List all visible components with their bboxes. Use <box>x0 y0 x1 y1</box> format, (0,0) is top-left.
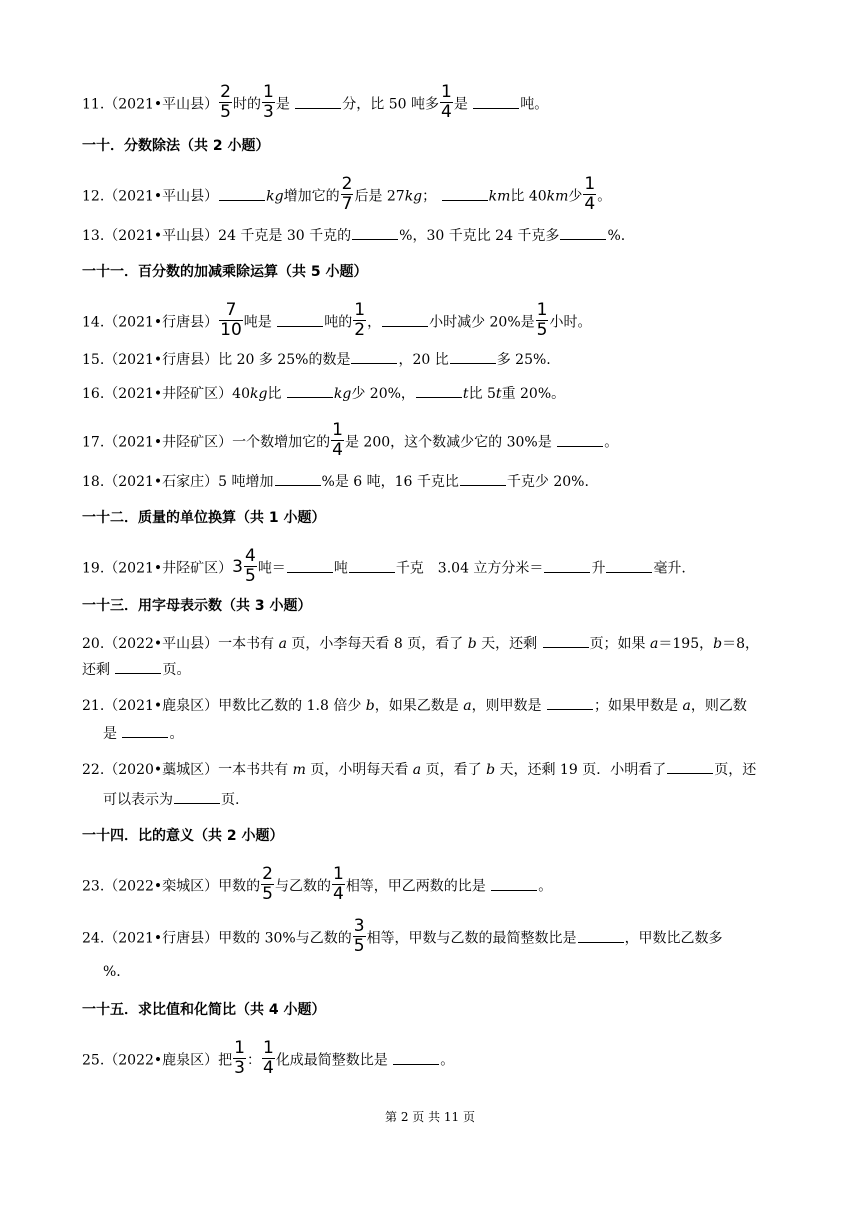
question-source: （2022•鹿泉区） <box>104 1052 219 1069</box>
question-source: （2021•平山县） <box>104 228 219 244</box>
question-24: 24.（2021•行唐县）甲数的 30%与乙数的 $\frac{3}{5}$ 相等，甲数与乙数的最简整数比是 ，甲数比乙数多 <box>82 916 723 956</box>
answer-blank[interactable] <box>473 107 519 109</box>
answer-blank[interactable] <box>352 238 398 240</box>
question-source: （2021•井陉矿区） <box>104 560 233 577</box>
fraction: $\frac{2}{5}$ <box>220 82 231 122</box>
answer-blank[interactable] <box>275 484 321 486</box>
answer-blank[interactable] <box>174 802 220 804</box>
question-source: （2021•行唐县） <box>104 352 219 368</box>
answer-blank[interactable] <box>606 571 652 573</box>
answer-blank[interactable] <box>578 941 624 943</box>
fraction: $\frac{1}{4}$ <box>332 420 343 460</box>
question-source: （2021•井陉矿区） <box>104 434 233 451</box>
fraction: $\frac{1}{3}$ <box>262 82 274 122</box>
question-20-line-2: 还剩 页。 <box>82 662 191 678</box>
question-number: 11. <box>82 96 105 113</box>
question-11: 11.（2021•平山县） $\frac{2}{5}$ 时的 $\frac{1}{3}$ 是 分，比 50 吨多 $\frac{1}{4}$ 是 吨。 <box>82 82 549 122</box>
answer-blank[interactable] <box>115 672 161 674</box>
question-number: 20. <box>82 636 105 652</box>
answer-blank[interactable] <box>543 646 589 648</box>
question-number: 19. <box>82 560 105 577</box>
answer-blank[interactable] <box>560 238 606 240</box>
answer-blank[interactable] <box>287 571 333 573</box>
answer-blank[interactable] <box>460 484 506 486</box>
answer-blank[interactable] <box>416 396 462 398</box>
fraction: $\frac{3}{5}$ <box>353 916 365 956</box>
question-14: 14.（2021•行唐县） $\frac{7}{10}$ 吨是 吨的 $\frac{1}{2}$ ， 小时减少 20%是 $\frac{1}{5}$ 小时。 <box>82 300 592 340</box>
fraction: $\frac{1}{2}$ <box>354 300 366 340</box>
answer-blank[interactable] <box>491 889 537 891</box>
question-13: 13.（2021•平山县）24 千克是 30 千克的 %，30 千克比 24 千克多 %. <box>82 228 626 244</box>
fraction: $\frac{1}{5}$ <box>536 300 548 340</box>
answer-blank[interactable] <box>382 325 428 327</box>
fraction: $\frac{2}{5}$ <box>262 864 273 904</box>
question-23: 23.（2022•栾城区）甲数的 $\frac{2}{5}$ 与乙数的 $\frac{1}{4}$ 相等，甲乙两数的比是 。 <box>82 864 553 904</box>
question-25: 25.（2022•鹿泉区）把 $\frac{1}{3}$ ： $\frac{1}{4}$ 化成最简整数比是 。 <box>82 1038 455 1078</box>
fraction: $\frac{2}{7}$ <box>341 174 353 214</box>
answer-blank[interactable] <box>544 571 590 573</box>
question-source: （2021•鹿泉区） <box>104 698 219 714</box>
answer-blank[interactable] <box>219 199 265 201</box>
answer-blank[interactable] <box>349 571 395 573</box>
question-20: 20.（2022•平山县）一本书有 a 页，小李每天看 8 页，看了 b 天，还剩 页；如果 a＝195，b＝8， <box>82 636 759 652</box>
question-source: （2022•栾城区） <box>104 878 219 895</box>
answer-blank[interactable] <box>287 396 333 398</box>
question-15: 15.（2021•行唐县）比 20 多 25%的数是 ，20 比 多 25%. <box>82 352 551 368</box>
question-number: 22. <box>82 762 105 778</box>
question-22-line-2: 可以表示为 页. <box>103 792 240 808</box>
question-number: 21. <box>82 698 105 714</box>
fraction: $\frac{4}{5}$ <box>244 546 256 586</box>
fraction: $\frac{1}{4}$ <box>332 864 344 904</box>
question-number: 23. <box>82 878 105 895</box>
question-number: 14. <box>82 314 105 331</box>
question-source: （2022•平山县） <box>104 636 219 652</box>
question-source: （2021•行唐县） <box>104 930 219 947</box>
section-heading: 一十五．求比值和化简比（共 4 小题） <box>82 1002 326 1018</box>
answer-blank[interactable] <box>547 708 593 710</box>
answer-blank[interactable] <box>442 199 488 201</box>
fraction: $\frac{1}{3}$ <box>234 1038 245 1078</box>
question-21-line-2: 是 。 <box>103 726 184 742</box>
answer-blank[interactable] <box>295 107 341 109</box>
question-source: （2021•石家庄） <box>104 474 219 490</box>
question-number: 12. <box>82 188 105 205</box>
fraction: $\frac{1}{4}$ <box>440 82 452 122</box>
section-heading: 一十四．比的意义（共 2 小题） <box>82 828 284 844</box>
question-19: 19.（2021•井陉矿区）3 $\frac{4}{5}$ 吨＝ 吨 千克 3.04 立方分米＝ 升 毫升. <box>82 546 686 586</box>
question-number: 15. <box>82 352 105 368</box>
question-22: 22.（2020•藁城区）一本书共有 m 页，小明每天看 a 页，看了 b 天，还剩 19 页．小明看了 页，还 <box>82 762 757 778</box>
question-source: （2021•平山县） <box>104 96 219 113</box>
answer-blank[interactable] <box>122 736 168 738</box>
question-24-line-2: %. <box>103 964 121 980</box>
answer-blank[interactable] <box>557 445 603 447</box>
answer-blank[interactable] <box>393 1063 439 1065</box>
fraction: $\frac{7}{10}$ <box>220 300 242 340</box>
section-heading: 一十三．用字母表示数（共 3 小题） <box>82 598 312 614</box>
question-number: 18. <box>82 474 105 490</box>
answer-blank[interactable] <box>277 325 323 327</box>
question-21: 21.（2021•鹿泉区）甲数比乙数的 1.8 倍少 b，如果乙数是 a，则甲数是 ；如果甲数是 a，则乙数 <box>82 698 747 714</box>
answer-blank[interactable] <box>667 772 713 774</box>
question-number: 17. <box>82 434 105 451</box>
section-heading: 一十二．质量的单位换算（共 1 小题） <box>82 510 326 526</box>
section-heading: 一十．分数除法（共 2 小题） <box>82 138 270 154</box>
section-heading: 一十一．百分数的加减乘除运算（共 5 小题） <box>82 264 368 280</box>
question-18: 18.（2021•石家庄）5 吨增加 %是 6 吨，16 千克比 千克少 20%. <box>82 474 589 490</box>
question-number: 13. <box>82 228 105 244</box>
question-17: 17.（2021•井陉矿区）一个数增加它的 $\frac{1}{4}$ 是 200，这个数减少它的 30%是 。 <box>82 420 619 460</box>
question-12: 12.（2021•平山县） kg增加它的 $\frac{2}{7}$ 后是 27kg； km比 40km少 $\frac{1}{4}$ 。 <box>82 174 612 214</box>
answer-blank[interactable] <box>351 362 397 364</box>
question-source: （2021•井陉矿区） <box>104 386 233 402</box>
fraction: $\frac{1}{4}$ <box>262 1038 274 1078</box>
question-number: 16. <box>82 386 105 402</box>
answer-blank[interactable] <box>450 362 496 364</box>
fraction: $\frac{1}{4}$ <box>584 174 596 214</box>
page-footer: 第 2 页 共 11 页 <box>385 1110 475 1124</box>
question-source: （2021•平山县） <box>104 188 219 205</box>
question-16: 16.（2021•井陉矿区）40kg比 kg少 20%， t比 5t重 20%。 <box>82 386 566 402</box>
question-source: （2021•行唐县） <box>104 314 219 331</box>
question-source: （2020•藁城区） <box>104 762 219 778</box>
question-number: 25. <box>82 1052 105 1069</box>
question-number: 24. <box>82 930 105 947</box>
